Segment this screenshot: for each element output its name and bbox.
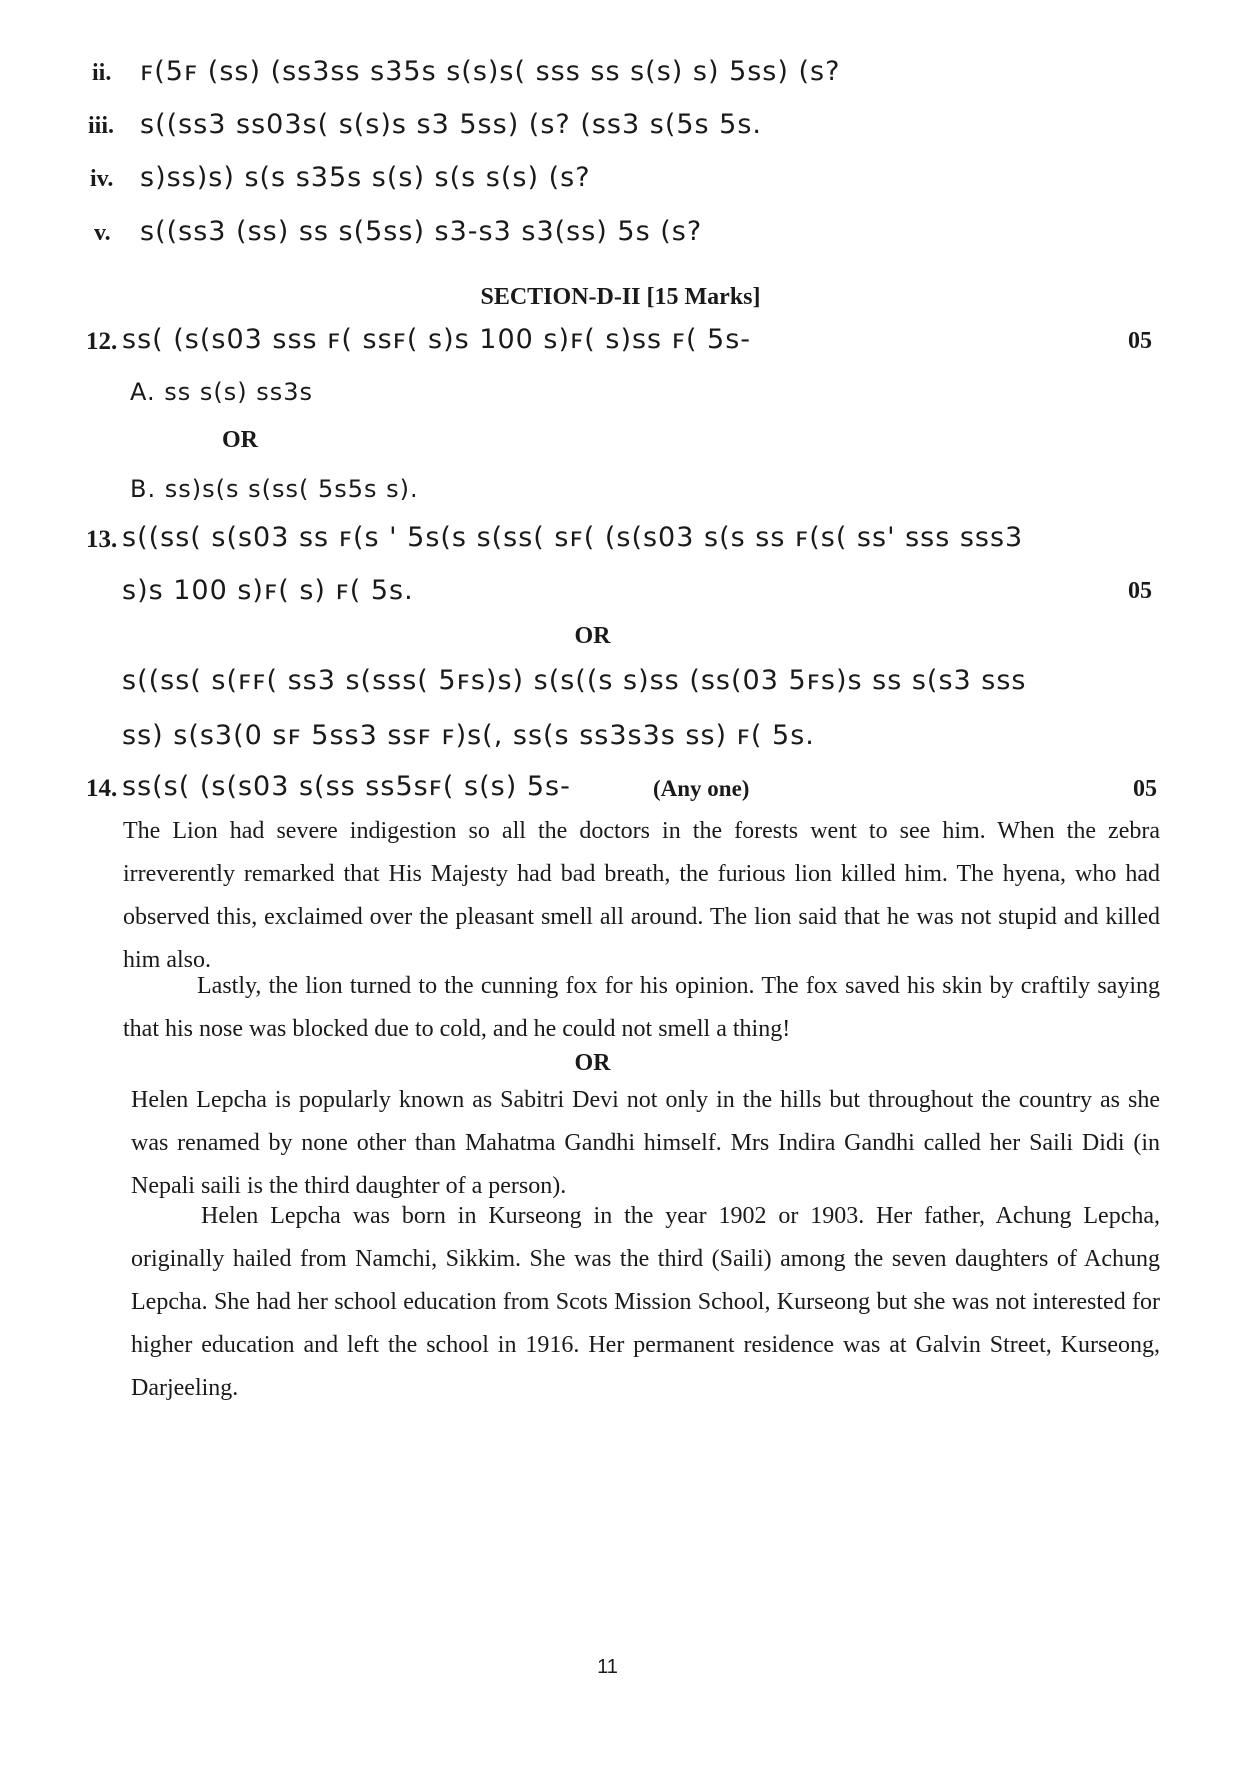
item-number: iii.: [88, 113, 115, 139]
item-number: ii.: [92, 60, 112, 86]
question-number: 12.: [86, 328, 118, 355]
question-number: 14.: [86, 775, 118, 802]
passage-paragraph: The Lion had severe indigestion so all the doctors in the forests went to see him. When the zebra irreverently remarked that His Majesty had bad breath, the furious lion killed him. The hyena, who had observed this, exclaimed over the pleasant smell all around. The lion said that he was not stupid and killed him also.: [123, 818, 1160, 973]
marks: 05: [1128, 578, 1152, 604]
item-number: v.: [94, 220, 111, 246]
passage-paragraph: Lastly, the lion turned to the cunning fox for his opinion. The fox saved his skin by craftily saying that his nose was blocked due to cold, and he could not smell a thing!: [123, 973, 1160, 1042]
question-text: ꜱꜱ( (ꜱ(ꜱ03 ꜱꜱꜱ ꜰ( ꜱꜱꜰ( ꜱ)ꜱ 100 ꜱ)ꜰ( ꜱ)ꜱꜱ ꜰ( 5ꜱ-: [122, 324, 752, 355]
any-one-label: (Any one): [653, 776, 750, 801]
page-number: 11: [597, 1656, 618, 1678]
question-text: ꜱꜱ(ꜱ( (ꜱ(ꜱ03 ꜱ(ꜱꜱ ꜱꜱ5ꜱꜰ( ꜱ(ꜱ) 5ꜱ-: [122, 771, 571, 802]
item-number: iv.: [90, 166, 114, 192]
passage-paragraph: Helen Lepcha was born in Kurseong in the year 1902 or 1903. Her father, Achung Lepcha, originally hailed from Namchi, Sikkim. She was the third (Saili) among the seven daughters of Achung Lepcha. She had her school education from Scots Mission School, Kurseong but she was not interested for higher education and left the school in 1916. Her permanent residence was at Galvin Street, Kurseong, Darjeeling.: [131, 1203, 1160, 1401]
section-heading: SECTION-D-II [15 Marks]: [480, 284, 761, 310]
item-text: ꜱ)ꜱꜱ)ꜱ) ꜱ(ꜱ ꜱ35ꜱ ꜱ(ꜱ) ꜱ(ꜱ ꜱ(ꜱ) (ꜱ?: [140, 162, 591, 193]
marks: 05: [1128, 328, 1152, 354]
question-number: 13.: [86, 526, 118, 553]
passage-paragraph: Helen Lepcha is popularly known as Sabitri Devi not only in the hills but throughout the country as she was renamed by none other than Mahatma Gandhi himself. Mrs Indira Gandhi called her Saili Didi (in Nepali saili is the third daughter of a person).: [131, 1087, 1160, 1199]
or-label: OR: [222, 427, 258, 453]
question-text-line: ꜱ((ꜱꜱ( ꜱ(ꜰꜰ( ꜱꜱ3 ꜱ(ꜱꜱꜱ( 5ꜰꜱ)ꜱ) ꜱ(ꜱ((ꜱ ꜱ)ꜱꜱ (ꜱꜱ(03 5ꜰꜱ)ꜱ ꜱꜱ ꜱ(ꜱ3 ꜱꜱꜱ: [122, 665, 1027, 696]
question-text-line: ꜱꜱ) ꜱ(ꜱ3(0 ꜱꜰ 5ꜱꜱ3 ꜱꜱꜰ ꜰ)ꜱ(, ꜱꜱ(ꜱ ꜱꜱ3ꜱ3ꜱ ꜱꜱ) ꜰ( 5ꜱ.: [122, 720, 815, 751]
item-text: ꜱ((ꜱꜱ3 (ꜱꜱ) ꜱꜱ ꜱ(5ꜱꜱ) ꜱ3-ꜱ3 ꜱ3(ꜱꜱ) 5ꜱ (ꜱ?: [140, 216, 703, 247]
marks: 05: [1133, 776, 1157, 802]
or-label: OR: [574, 623, 611, 649]
option-b: B. ꜱꜱ)ꜱ(ꜱ ꜱ(ꜱꜱ( 5ꜱ5ꜱ ꜱ).: [130, 475, 419, 503]
item-text: ꜰ(5ꜰ (ꜱꜱ) (ꜱꜱ3ꜱꜱ ꜱ35ꜱ ꜱ(ꜱ)ꜱ( ꜱꜱꜱ ꜱꜱ ꜱ(ꜱ) ꜱ) 5ꜱꜱ) (ꜱ?: [140, 56, 841, 87]
item-text: ꜱ((ꜱꜱ3 ꜱꜱ03ꜱ( ꜱ(ꜱ)ꜱ ꜱ3 5ꜱꜱ) (ꜱ? (ꜱꜱ3 ꜱ(5ꜱ 5ꜱ.: [140, 109, 763, 140]
or-label: OR: [574, 1050, 611, 1076]
question-text-line: ꜱ((ꜱꜱ( ꜱ(ꜱ03 ꜱꜱ ꜰ(ꜱ ' 5ꜱ(ꜱ ꜱ(ꜱꜱ( ꜱꜰ( (ꜱ(ꜱ03 ꜱ(ꜱ ꜱꜱ ꜰ(ꜱ( ꜱꜱ' ꜱꜱꜱ ꜱꜱꜱ3: [122, 522, 1024, 553]
option-a: A. ꜱꜱ ꜱ(ꜱ) ꜱꜱ3ꜱ: [130, 378, 314, 406]
question-text-line: ꜱ)ꜱ 100 ꜱ)ꜰ( ꜱ) ꜰ( 5ꜱ.: [122, 575, 414, 606]
